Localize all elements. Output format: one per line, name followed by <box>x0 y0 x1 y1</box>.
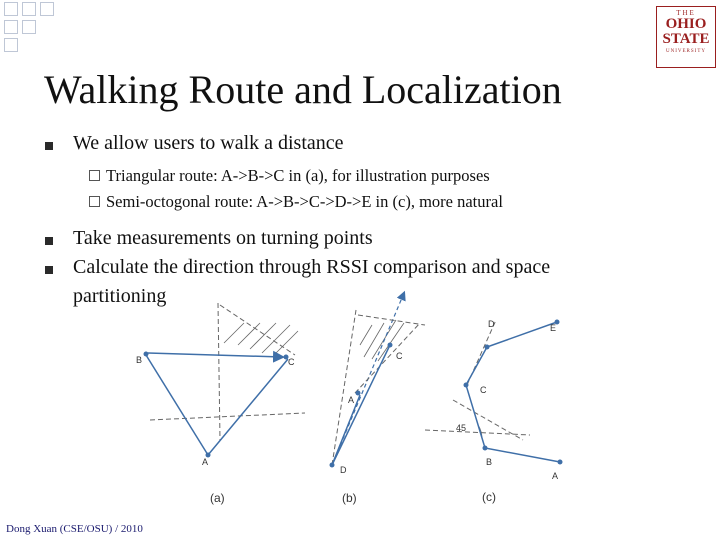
angle-label: 45 <box>456 423 467 433</box>
bullet-text: Calculate the direction through RSSI comparison and space <box>73 256 551 278</box>
bullet-marker <box>45 142 53 150</box>
label-c: C <box>396 351 403 361</box>
point-d <box>330 463 335 468</box>
bullet-marker <box>45 237 53 245</box>
figure-a <box>136 303 305 505</box>
point-a <box>558 460 563 465</box>
label-d: D <box>488 319 495 329</box>
caption-b: (b) <box>342 491 357 505</box>
point-b <box>483 446 488 451</box>
bullet-text: Take measurements on turning points <box>73 227 373 249</box>
checkbox-icon <box>89 196 100 207</box>
decorative-squares <box>0 0 90 50</box>
footer-text: Dong Xuan (CSE/OSU) / 2010 <box>6 523 143 535</box>
point-b <box>144 352 149 357</box>
subbullet-text: Semi-octogonal route: A->B->C->D->E in (c), more natural <box>106 192 503 211</box>
bullet-text: We allow users to walk a distance <box>73 132 344 154</box>
caption-c: (c) <box>482 490 496 504</box>
label-a: A <box>552 471 559 481</box>
slide-title: Walking Route and Localization <box>44 67 562 112</box>
label-a: A <box>202 457 209 467</box>
walking-route-figure <box>120 285 720 540</box>
point-c <box>388 343 393 348</box>
checkbox-icon <box>89 170 100 181</box>
label-b: B <box>486 457 493 467</box>
university-logo: THE OHIO STATE UNIVERSITY <box>656 6 716 68</box>
label-c: C <box>288 357 295 367</box>
figure-b <box>330 293 426 505</box>
point-d <box>485 345 490 350</box>
caption-a: (a) <box>210 491 225 505</box>
bullet-text-continued: partitioning <box>73 285 167 307</box>
label-e: E <box>550 323 557 333</box>
point-a <box>356 391 361 396</box>
bullet-marker <box>45 266 53 274</box>
label-d: D <box>340 465 347 475</box>
subbullet-text: Triangular route: A->B->C in (a), for illustration purposes <box>106 166 490 185</box>
label-b: B <box>136 355 143 365</box>
label-c: C <box>480 385 487 395</box>
label-a: A <box>348 395 355 405</box>
point-c <box>464 383 469 388</box>
figure-c <box>425 319 563 504</box>
